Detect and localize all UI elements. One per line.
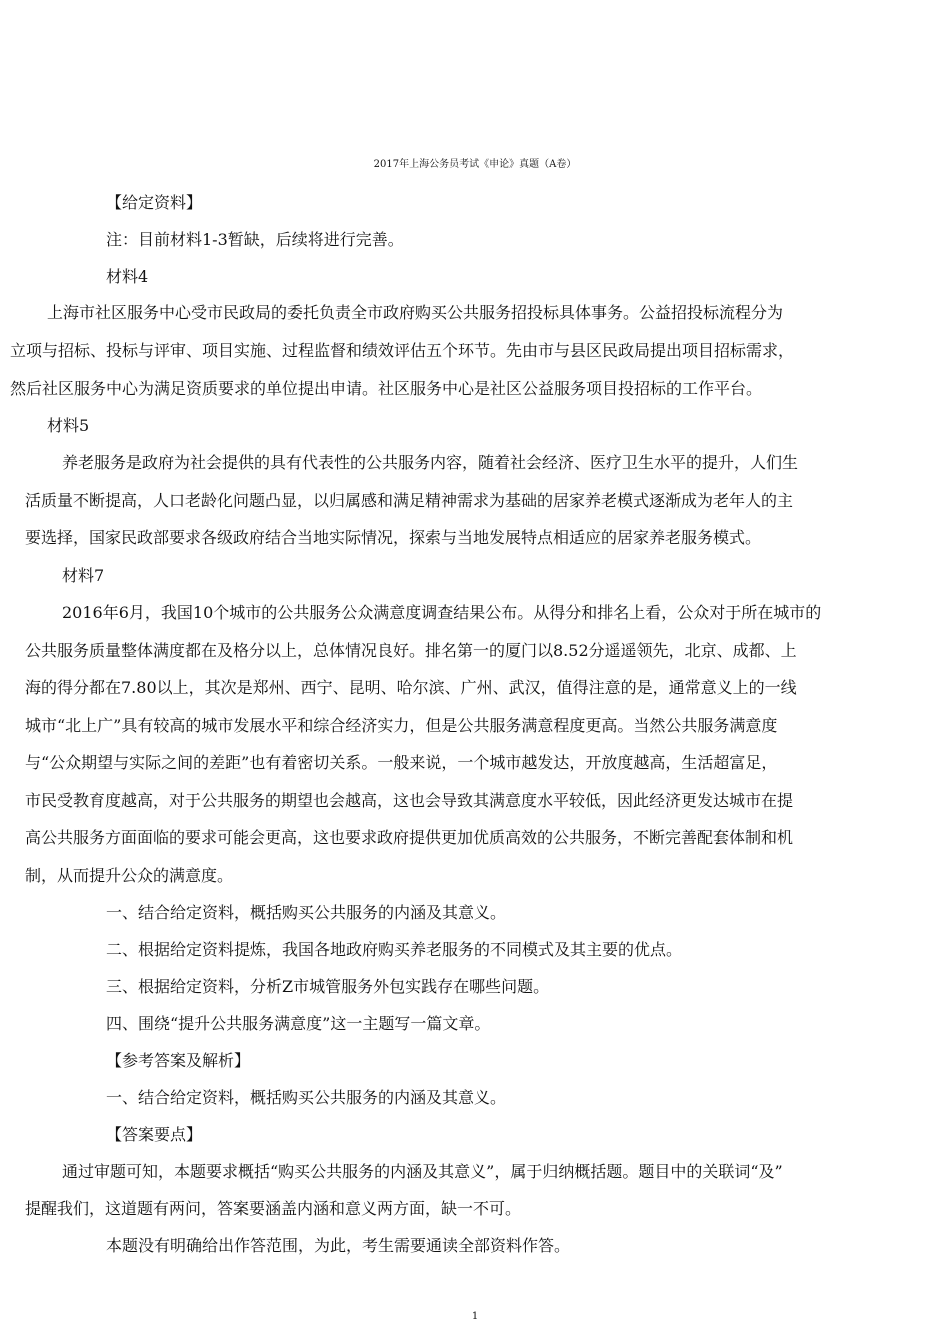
- note-line: 注：目前材料1-3暂缺，后续将进行完善。: [106, 230, 404, 249]
- material-5-line: 要选择，国家民政部要求各级政府结合当地实际情况，探索与当地发展特点相适应的居家养老服务模式。: [25, 528, 762, 547]
- material-7-line: 与“公众期望与实际之间的差距”也有着密切关系。一般来说，一个城市越发达，开放度越高，生活超富足，: [25, 753, 778, 772]
- page-number: 1: [471, 1311, 479, 1322]
- key-points-heading: 【答案要点】: [106, 1125, 203, 1144]
- material-4-label: 材料4: [106, 267, 149, 286]
- material-7-line: 海的得分都在7.80以上，其次是郑州、西宁、昆明、哈尔滨、广州、武汉，值得注意的是，通常意义上的一线: [25, 678, 797, 697]
- material-7-line: 城市“北上广”具有较高的城市发展水平和综合经济实力，但是公共服务满意程度更高。当然公共服务满意度: [25, 716, 778, 735]
- material-4-line: 立项与招标、投标与评审、项目实施、过程监督和绩效评估五个环节。先由市与县区民政局提出项目招标需求，: [10, 341, 795, 360]
- material-7-label: 材料7: [62, 566, 105, 585]
- material-7-line: 2016年6月，我国10个城市的公共服务公众满意度调查结果公布。从得分和排名上看，公众对于所在城市的: [62, 603, 822, 622]
- material-4-line: 然后社区服务中心为满足资质要求的单位提出申请。社区服务中心是社区公益服务项目投招标的工作平台。: [10, 379, 763, 398]
- document-title: 2017年上海公务员考试《申论》真题（A卷）: [373, 159, 577, 170]
- answer-question-1: 一、结合给定资料，概括购买公共服务的内涵及其意义。: [106, 1088, 507, 1107]
- material-7-line: 市民受教育度越高，对于公共服务的期望也会越高，这也会导致其满意度水平较低，因此经济更发达城市在提: [25, 791, 794, 810]
- question-4: 四、围绕“提升公共服务满意度”这一主题写一篇文章。: [106, 1014, 491, 1033]
- given-materials-heading: 【给定资料】: [106, 193, 203, 212]
- analysis-line: 提醒我们，这道题有两问，答案要涵盖内涵和意义两方面，缺一不可。: [25, 1199, 522, 1218]
- question-1: 一、结合给定资料，概括购买公共服务的内涵及其意义。: [106, 903, 507, 922]
- material-7-line: 公共服务质量整体满度都在及格分以上，总体情况良好。排名第一的厦门以8.52分遥遥领先，北京、成都、上: [25, 641, 797, 660]
- question-2: 二、根据给定资料提炼，我国各地政府购买养老服务的不同模式及其主要的优点。: [106, 940, 683, 959]
- material-5-label: 材料5: [47, 416, 90, 435]
- answers-heading: 【参考答案及解析】: [106, 1051, 251, 1070]
- question-3: 三、根据给定资料，分析Z市城管服务外包实践存在哪些问题。: [106, 977, 550, 996]
- material-5-line: 活质量不断提高，人口老龄化问题凸显，以归属感和满足精神需求为基础的居家养老模式逐渐成为老年人的主: [25, 491, 794, 510]
- material-7-line: 高公共服务方面面临的要求可能会更高，这也要求政府提供更加优质高效的公共服务，不断完善配套体制和机: [25, 828, 794, 847]
- analysis-line: 通过审题可知，本题要求概括“购买公共服务的内涵及其意义”，属于归纳概括题。题目中的关联词“及”: [62, 1162, 783, 1181]
- material-5-line: 养老服务是政府为社会提供的具有代表性的公共服务内容，随着社会经济、医疗卫生水平的提升，人们生: [62, 453, 799, 472]
- material-7-line: 制，从而提升公众的满意度。: [25, 866, 234, 885]
- scope-line: 本题没有明确给出作答范围，为此，考生需要通读全部资料作答。: [106, 1236, 571, 1255]
- material-4-line: 上海市社区服务中心受市民政局的委托负责全市政府购买公共服务招投标具体事务。公益招投标流程分为: [47, 303, 784, 322]
